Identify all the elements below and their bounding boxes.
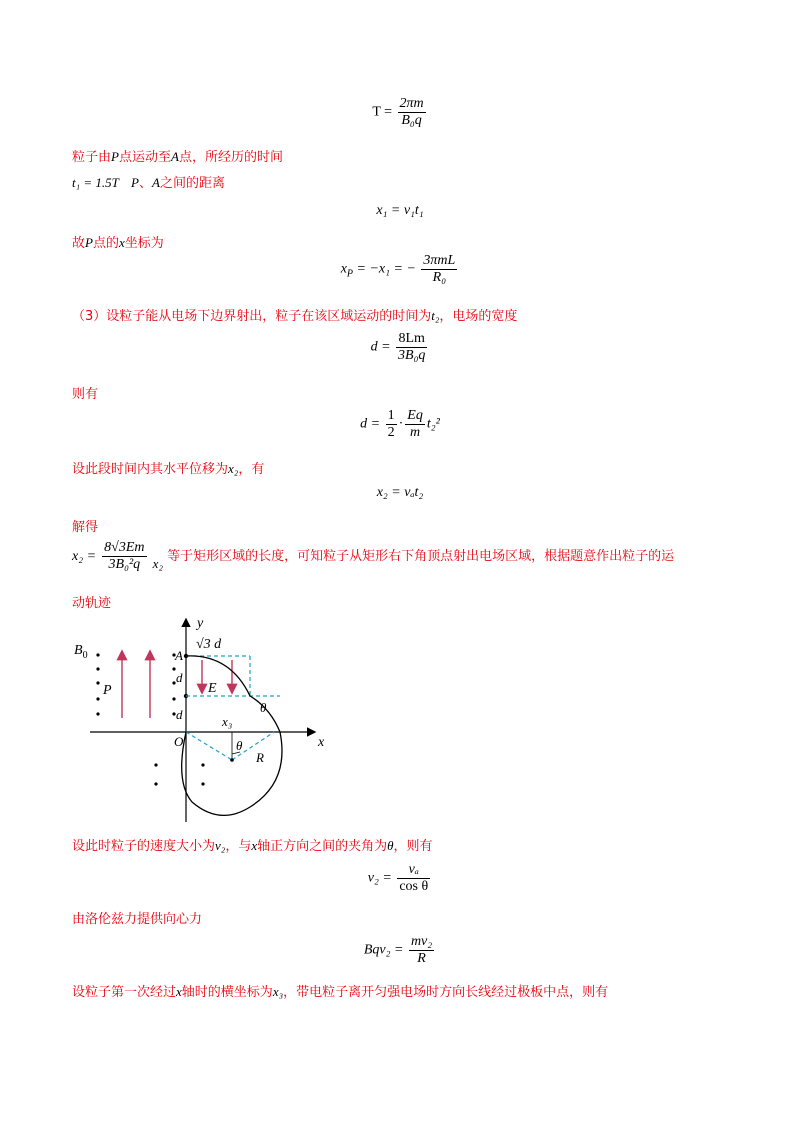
text-line-8 [72, 540, 674, 573]
var-x: x [176, 984, 182, 999]
var-x2: x₂ [228, 461, 239, 476]
text: 点运动至 [118, 150, 171, 165]
sqrt3d-label: √3 d [196, 637, 222, 652]
fraction [397, 862, 430, 895]
eq-lhs: x₂ = [72, 549, 97, 564]
frac-den: 2 [387, 425, 395, 440]
text: ，带电粒子离开匀强电场时方向长线经过极板中点，则有 [283, 985, 609, 1000]
text: 轴时的横坐标为 [181, 985, 273, 1000]
text: ，与 [225, 839, 252, 854]
eq-lhs: d = [360, 416, 381, 432]
text-line-9 [72, 592, 111, 611]
equation-x2: x₂ = vₐt₂ [376, 485, 424, 500]
equation-period [0, 96, 800, 129]
text: 动轨迹 [72, 596, 112, 611]
var-x: x [118, 235, 125, 250]
text: 由洛伦兹力提供向心力 [72, 912, 203, 927]
x3-label: x₃ [222, 714, 233, 729]
fraction [409, 934, 434, 967]
text-line-5 [72, 383, 98, 402]
p-label: P [103, 683, 112, 698]
text-line-11 [72, 908, 202, 927]
eq-dot: · [398, 416, 404, 432]
fraction [421, 253, 457, 286]
text: ，电场的宽度 [439, 309, 518, 324]
text: 故 [72, 236, 86, 251]
frac-den: m [410, 425, 421, 440]
text: 、 [138, 176, 152, 191]
text-line-10 [72, 835, 433, 854]
var-p: P [131, 175, 139, 190]
d-label-2: d [176, 707, 183, 722]
equation-d-motion [0, 408, 800, 441]
text-line-4 [72, 305, 517, 324]
frac-den: 3B₀q [398, 348, 426, 363]
frac-num: 3πmL [423, 253, 456, 268]
text-line-1 [72, 146, 283, 165]
frac-den: R₀ [432, 270, 447, 285]
fraction [102, 540, 146, 573]
eq-lhs: x [340, 261, 347, 277]
eq-lhs: v₂ = [367, 870, 392, 886]
text: （3）设粒子能从电场下边界射出，粒子在该区域运动的时间为 [72, 309, 432, 324]
equation-d [0, 331, 800, 364]
eq-mid: = −x₁ = − [353, 261, 416, 277]
fraction [398, 96, 426, 129]
text: 则有 [72, 387, 99, 402]
fraction [396, 331, 427, 364]
text: 之间的距离 [159, 176, 225, 191]
text: ，有 [238, 462, 265, 477]
var-theta: θ [387, 838, 394, 853]
text: 解得 [72, 520, 99, 535]
eq-t1: t₁ = 1.5T [72, 175, 119, 190]
text: 设粒子第一次经过 [72, 985, 177, 1000]
frac-den: 3B₀²q [108, 557, 141, 572]
eq-lhs: T = [372, 104, 393, 120]
text-line-7 [72, 516, 98, 535]
frac-num: 2πm [399, 96, 424, 111]
fraction [405, 408, 425, 441]
frac-num: 8Lm [396, 331, 427, 348]
theta-label-exit: θ [260, 700, 267, 715]
text-line-12 [72, 981, 608, 1000]
var-p: P [85, 235, 93, 250]
text: 轴正方向之间的夹角为 [257, 839, 388, 854]
text: 点的 [92, 236, 119, 251]
text-line-3 [72, 232, 164, 251]
var-p: P [111, 149, 119, 164]
d-label-1: d [176, 670, 183, 685]
a-label: A [175, 648, 183, 663]
var-x3: x₃ [272, 984, 284, 999]
x-axis-label: x [318, 735, 325, 750]
text: 设此时粒子的速度大小为 [72, 839, 216, 854]
text: 粒子由 [72, 150, 112, 165]
equation-lorentz [0, 934, 800, 967]
origin-label: O [174, 734, 184, 749]
trajectory-diagram [70, 612, 340, 827]
frac-den: cos θ [399, 879, 429, 894]
frac-num: mv₂ [410, 934, 433, 949]
text: 坐标为 [124, 236, 164, 251]
b0-label: $B_0$ [74, 643, 88, 661]
theta-label-center: θ [236, 738, 243, 753]
var-v2: v₂ [215, 838, 226, 853]
frac-den: R [417, 951, 426, 966]
var-x2: x₂ [152, 556, 163, 571]
equation-x1: x₁ = v₁t₁ [376, 203, 424, 218]
text: 等于矩形区域的长度，可知粒子从矩形右下角顶点射出电场区域，根据题意作出粒子的运 [167, 549, 675, 564]
text: 点，所经历的时间 [178, 150, 283, 165]
frac-num: vₐ [397, 862, 430, 879]
eq-sub: P [346, 268, 354, 280]
frac-den: B₀q [401, 113, 422, 128]
text-line-2 [72, 172, 225, 191]
eq-lhs: d = [370, 339, 391, 355]
r-label: R [256, 750, 264, 765]
var-a: A [170, 149, 179, 164]
equation-v2 [0, 862, 800, 895]
eq-t: t₂² [426, 416, 440, 432]
y-axis-label: y [197, 616, 204, 631]
frac-num: 8√3Em [104, 540, 145, 555]
frac-num: Eq [407, 408, 423, 423]
eq-lhs: Bqv₂ = [363, 942, 404, 958]
text: ，则有 [393, 839, 433, 854]
frac-num: 1 [387, 408, 395, 423]
var-a: A [152, 175, 160, 190]
equation-xp [0, 253, 800, 286]
e-label: E [208, 681, 217, 696]
text: 设此段时间内其水平位移为 [72, 462, 229, 477]
text-line-6 [72, 458, 264, 477]
var-t2: t₂ [431, 308, 440, 323]
var-x: x [251, 838, 258, 853]
fraction [386, 408, 397, 441]
